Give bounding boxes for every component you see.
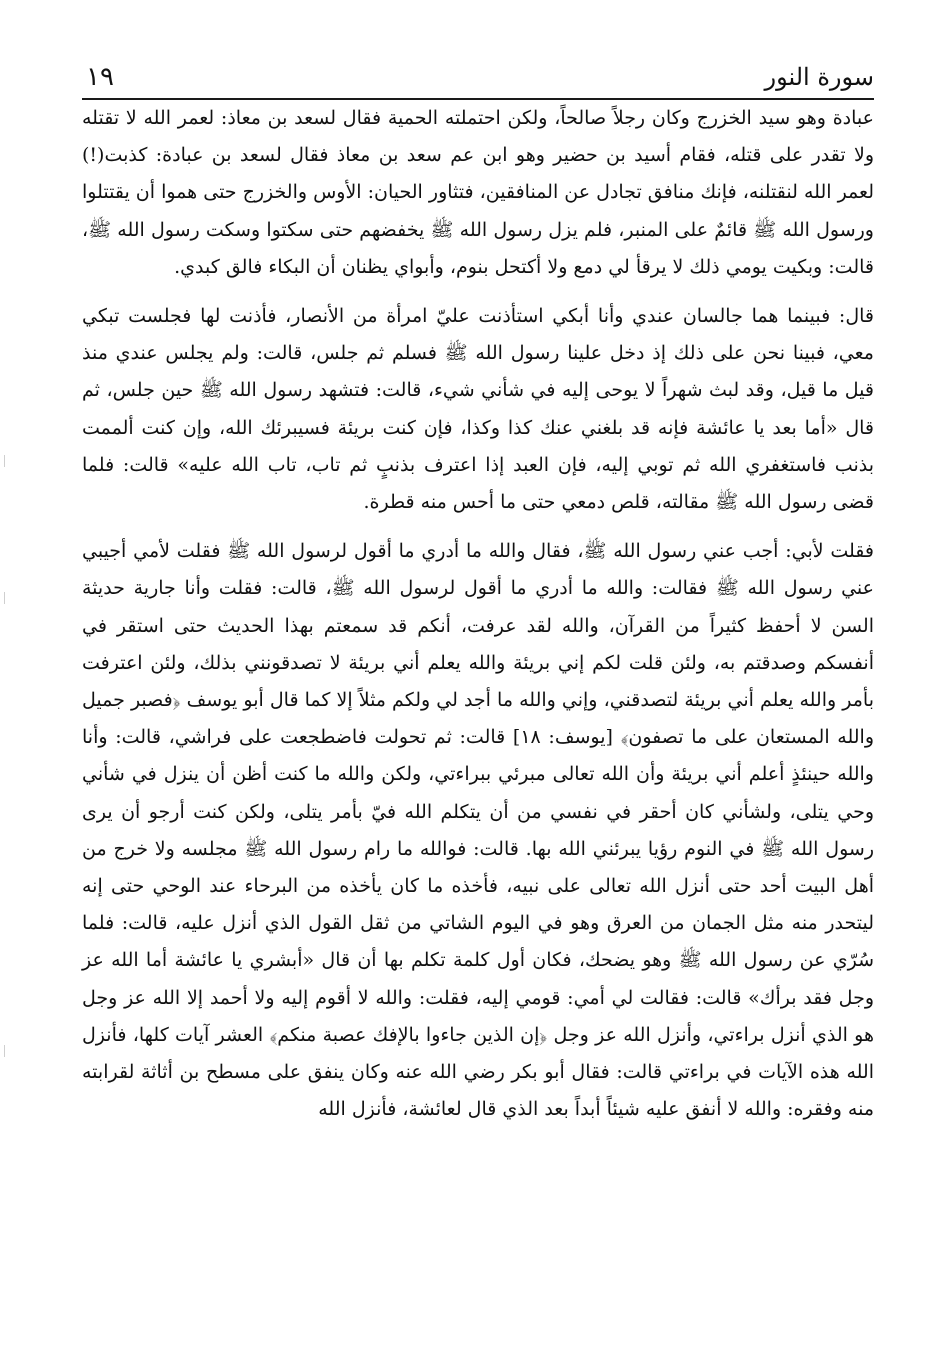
- page-number: ١٩: [86, 62, 114, 92]
- body-text: [82, 100, 874, 1128]
- paragraph-3: فقلت لأبي: أجب عني رسول الله ﷺ، فقال والله ما أدري ما أقول لرسول الله ﷺ فقلت لأمي أجيبي عني رسول الله ﷺ فقالت: والله ما أدري ما أقول لرسول الله ﷺ، قالت: فقلت وأنا جارية حديثة السن لا أحفظ كثيراً من القرآن، والله لقد عرفت، أنكم قد سمعتم بهذا الحديث حتى استقر في أنفسكم وصدقتم به، ولئن قلت لكم إني بريئة والله يعلم أني بريئة لا تصدقونني بذلك، ولئن اعترفت بأمر والله يعلم أني بريئة لتصدقني، وإني والله ما أجد لي ولكم مثلاً إلا كما قال أبو يوسف ﴿فصبر جميل والله المستعان على ما تصفون﴾ [يوسف: ١٨] قالت: ثم تحولت فاضطجعت على فراشي، قالت: وأنا والله حينئذٍ أعلم أني بريئة وأن الله تعالى مبرئي ببراءتي، ولكن والله ما كنت أظن أن ينزل في شأني وحي يتلى، ولشأني كان أحقر في نفسي من أن يتكلم الله فيّ بأمر يتلى، ولكن كنت أرجو أن يرى رسول الله ﷺ في النوم رؤيا يبرئني الله بها. قالت: فوالله ما رام رسول الله ﷺ مجلسه ولا خرج من أهل البيت أحد حتى أنزل الله تعالى على نبيه، فأخذه ما كان يأخذه من البرحاء عند الوحي حتى إنه ليتحدر منه مثل الجمان من العرق وهو في اليوم الشاتي من ثقل القول الذي أنزل عليه، قالت: فلما سُرّي عن رسول الله ﷺ وهو يضحك، فكان أول كلمة تكلم بها أن قال «أبشري يا عائشة أما الله عز وجل فقد برأك» قالت: فقالت لي أمي: قومي إليه، فقلت: والله لا أقوم إليه ولا أحمد إلا الله عز وجل هو الذي أنزل براءتي، وأنزل الله عز وجل ﴿إن الذين جاءوا بالإفك عصبة منكم﴾ العشر آيات كلها، فأنزل الله هذه الآيات في براءتي قالت: فقال أبو بكر رضي الله عنه وكان ينفق على مسطح بن أثاثة لقرابته منه وفقره: والله لا أنفق عليه شيئاً أبداً بعد الذي قال لعائشة، فأنزل الله: [82, 540, 874, 1121]
- page-header: [82, 58, 874, 100]
- paragraph-2: قال: فبينما هما جالسان عندي وأنا أبكي استأذنت عليّ امرأة من الأنصار، فأذنت لها فجلست تبكي معي، فبينا نحن على ذلك إذ دخل علينا رسول الله ﷺ فسلم ثم جلس، قالت: ولم يجلس عندي منذ قيل ما قيل، وقد لبث شهراً لا يوحى إليه في شأني شيء، قالت: فتشهد رسول الله ﷺ حين جلس، ثم قال «أما بعد يا عائشة فإنه قد بلغني عنك كذا وكذا، فإن كنت بريئة فسيبرئك الله، وإن كنت ألممت بذنب فاستغفري الله ثم توبي إليه، فإن العبد إذا اعترف بذنبٍ ثم تاب، تاب الله عليه» قالت: فلما قضى رسول الله ﷺ مقالته، قلص دمعي حتى ما أحس منه قطرة.: [82, 305, 874, 514]
- margin-mark: [4, 592, 5, 604]
- margin-mark: [4, 1045, 5, 1057]
- paragraph-1: عبادة وهو سيد الخزرج وكان رجلاً صالحاً، ولكن احتملته الحمية فقال لسعد بن معاذ: لعمر الله لا تقتله ولا تقدر على قتله، فقام أسيد بن حضير وهو ابن عم سعد بن معاذ فقال لسعد بن عبادة: كذبت(!) لعمر الله لنقتلنه، فإنك منافق تجادل عن المنافقين، فتثاور الحيان: الأوس والخزرج حتى هموا أن يقتتلوا ورسول الله ﷺ قائمٌ على المنبر، فلم يزل رسول الله ﷺ يخفضهم حتى سكتوا وسكت رسول الله ﷺ، قالت: وبكيت يومي ذلك لا يرقأ لي دمع ولا أكتحل بنوم، وأبواي يظنان أن البكاء فالق كبدي.: [82, 107, 874, 278]
- surah-title: سورة النور: [764, 63, 874, 91]
- margin-mark: [4, 455, 5, 467]
